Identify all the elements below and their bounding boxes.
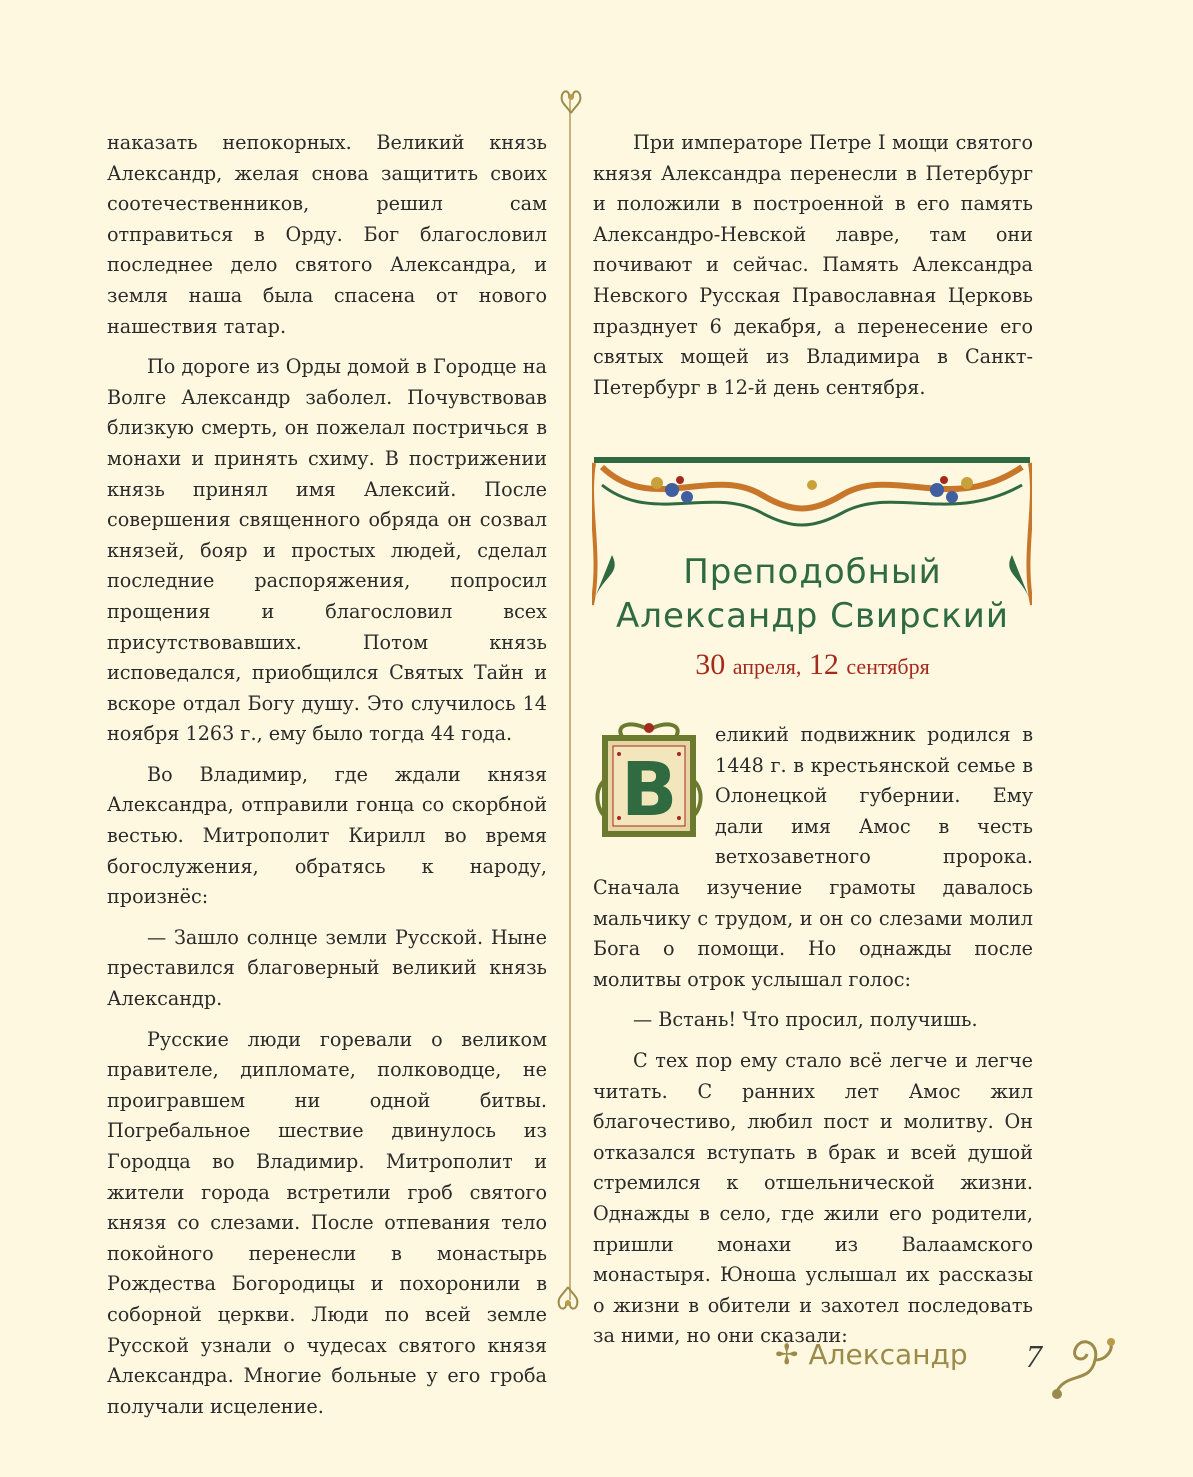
paragraph: Русские люди горевали о великом правителе, дипломате, полководце, не проигравшем ни одной битвы. Погребальное шествие двинулось из Городца во Владимир. Митрополит и жители города встретили гроб святого князя со слезами. После отпевания тело покойного перенесли в монастырь Рождества Богородицы и похоронили в соборной церкви. Люди по всей земле Русской узнали о чудесах святого князя Александра. Многие больные у его гроба получали исцеление. [107, 1027, 547, 1418]
cross-icon: ✢ [775, 1338, 799, 1371]
date-number: 12 [808, 648, 839, 681]
right-column-body [593, 720, 1033, 1362]
paragraph: Во Владимир, где ждали князя Александра, отправили гонца со скорбной вестью. Митрополит Кирилл во время богослужения, обратясь к народу, произнёс: [107, 762, 547, 909]
title-line-2: Александр Свирский [616, 596, 1009, 636]
quote-paragraph: — Встань! Что просил, получишь. [633, 1008, 978, 1032]
running-footer [775, 1338, 968, 1371]
date-number: 30 [695, 648, 726, 681]
title-line-1: Преподобный [683, 552, 942, 592]
paragraph: По дороге из Орды домой в Городце на Волге Александр заболел. Почувствовав близкую смерть, он пожелал постричься в монахи и принять схиму. В пострижении князь принял имя Алексий. После совершения священного обряда он созвал князей, бояр и простых людей, сделал последние распоряжения, попросил прощения и благословил всех присутствовавших. Потом князь исповедался, приобщился Святых Тайн и вскоре отдал Богу душу. Это случилось 14 ноября 1263 г., ему было тогда 44 года. [107, 355, 547, 746]
date-month: сентября [846, 654, 930, 679]
drop-cap-letter: В [621, 747, 678, 833]
page-number: 7 [1026, 1338, 1042, 1374]
paragraph: еликий подвижник родился в 1448 г. в крестьянской семье в Олонецкой губернии. Ему дали имя Амос в честь ветхозаветного пророка. Сначала изучение грамоты давалось мальчику с трудом, и он со слезами молил Бога о помощи. Но однажды после молитвы отрок услышал голос: [593, 723, 1033, 991]
divider-bottom-ornament-icon [553, 1285, 583, 1315]
feast-dates [575, 648, 1050, 682]
drop-cap [593, 720, 705, 846]
date-month: апреля, [732, 654, 802, 679]
footer-section-name: Александр [808, 1338, 968, 1371]
paragraph: С тех пор ему стало всё легче и легче читать. С ранних лет Амос жил благочестиво, любил пост и молитву. Он отказался вступать в брак и всей душой стремился к отшельнической жизни. Однажды в село, где жили его родители, пришли монахи из Валаамского монастыря. Юноша услышал их рассказы о жизни в обители и захотел последовать за ними, но они сказали: [593, 1048, 1033, 1348]
corner-ornament-icon [1045, 1330, 1120, 1405]
right-column-intro [593, 128, 1033, 413]
left-column [107, 128, 547, 1432]
divider-top-ornament-icon [556, 85, 586, 115]
section-title [575, 550, 1050, 638]
paragraph: наказать непокорных. Великий князь Александр, желая снова защитить своих соотечественников, решил сам отправиться в Орду. Бог благословил последнее дело святого Александра, и земля наша была спасена от нового нашествия татар. [107, 131, 547, 338]
paragraph: При императоре Петре I мощи святого князя Александра перенесли в Петербург и положили в построенной в его память Александро-Невской лавре, там они почивают и сейчас. Память Александра Невского Русская Православная Церковь празднует 6 декабря, а перенесение его святых мощей из Владимира в Санкт-Петербург в 12-й день сентября. [593, 131, 1033, 399]
quote-paragraph: — Зашло солнце земли Русской. Ныне преставился благоверный великий князь Александр. [107, 925, 547, 1011]
column-divider [569, 100, 571, 1300]
